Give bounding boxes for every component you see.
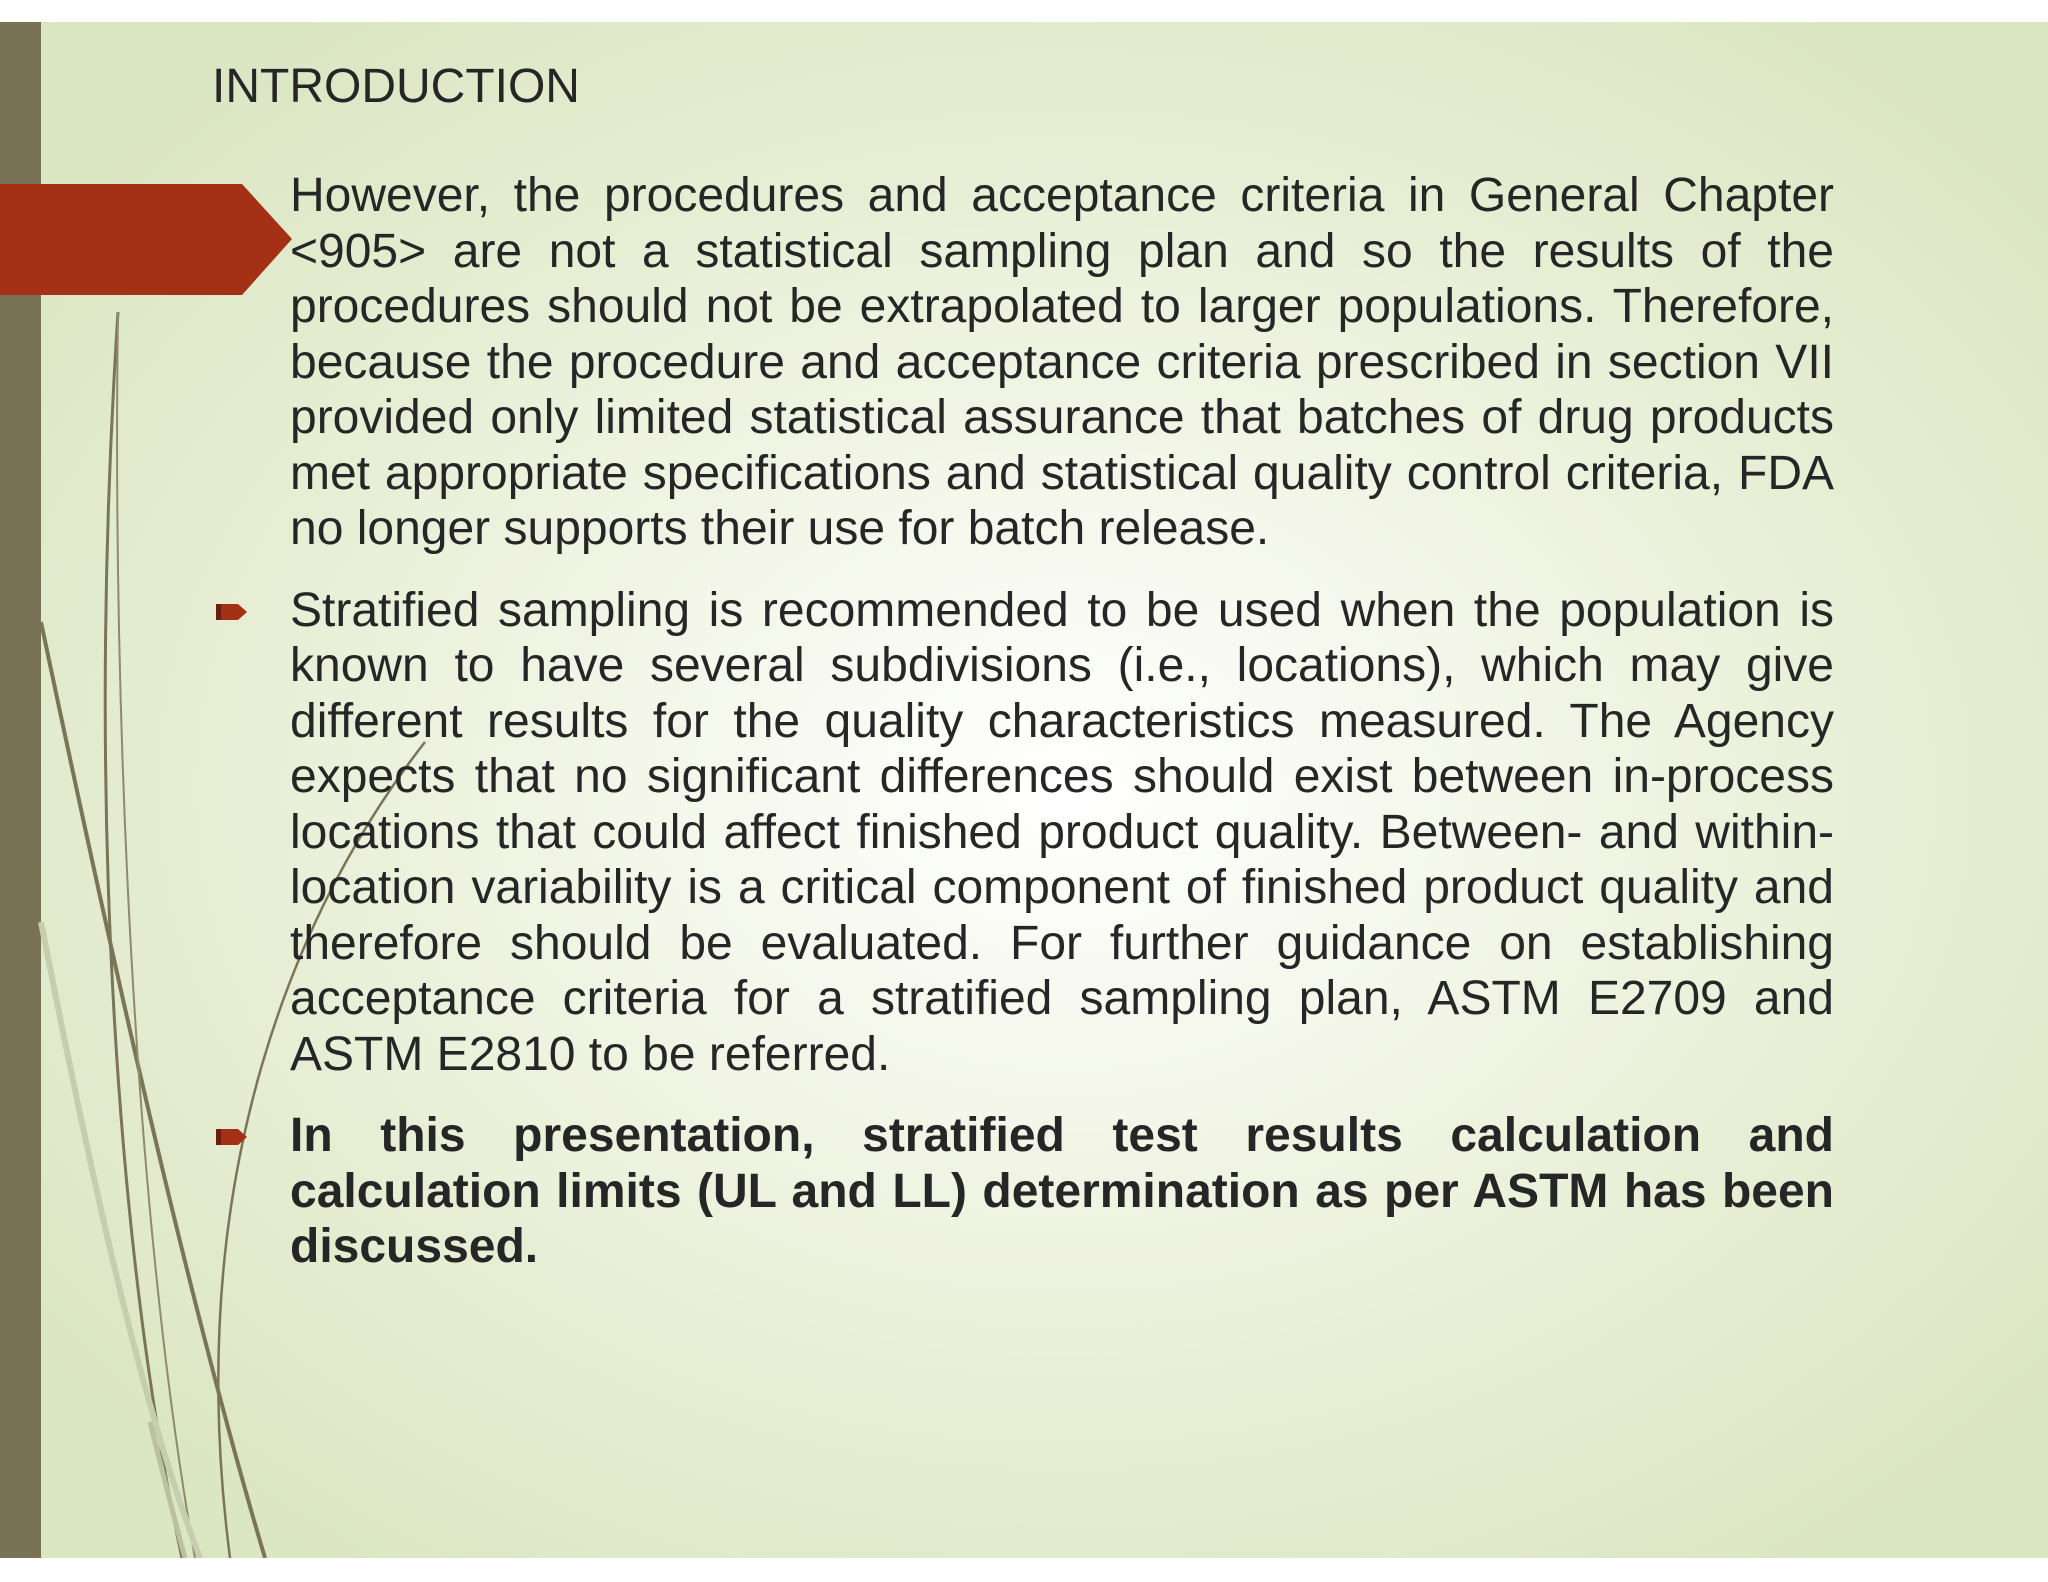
decor-curve-thin-1 xyxy=(117,312,195,1558)
paragraph-continuation: However, the procedures and acceptance criteria in General Chapter <905> are not a statistical sampling plan and so the results of the procedures should not be extrapolated to larger populations. Therefore, because the procedure and acceptance criteria prescribed in section VII provided only limited statistical assurance that batches of drug products met appropriate specifications and statistical quality control criteria, FDA no longer supports their use for batch release. xyxy=(290,169,1834,555)
bullet-text-stratified-sampling: Stratified sampling is recommended to be used when the population is known to have several subdivisions (i.e., locations), which may give different results for the quality characteristics measured. The Agency expects that no significant differences should exist between in-process locations that could affect finished product quality. Between- and within-location variability is a critical component of finished product quality and therefore should be evaluated. For further guidance on establishing acceptance criteria for a stratified sampling plan, ASTM E2709 and ASTM E2810 to be referred. xyxy=(290,583,1834,1081)
bullet-item-stratified-sampling xyxy=(212,583,1834,1083)
slide-body xyxy=(212,168,1834,1301)
slide xyxy=(0,22,2048,1558)
bullet-text-presentation-summary: In this presentation, stratified test results calculation and calculation limits (UL and LL) determination as per ASTM has been discussed. xyxy=(290,1109,1834,1273)
bullet-item-presentation-summary xyxy=(212,1108,1834,1275)
arrow-bullet-icon xyxy=(216,603,248,621)
arrow-bullet-icon xyxy=(216,1128,248,1146)
slide-title: INTRODUCTION xyxy=(212,60,580,113)
decor-curve-faint-2 xyxy=(150,1422,185,1558)
decor-curve-faint-1 xyxy=(41,922,200,1558)
